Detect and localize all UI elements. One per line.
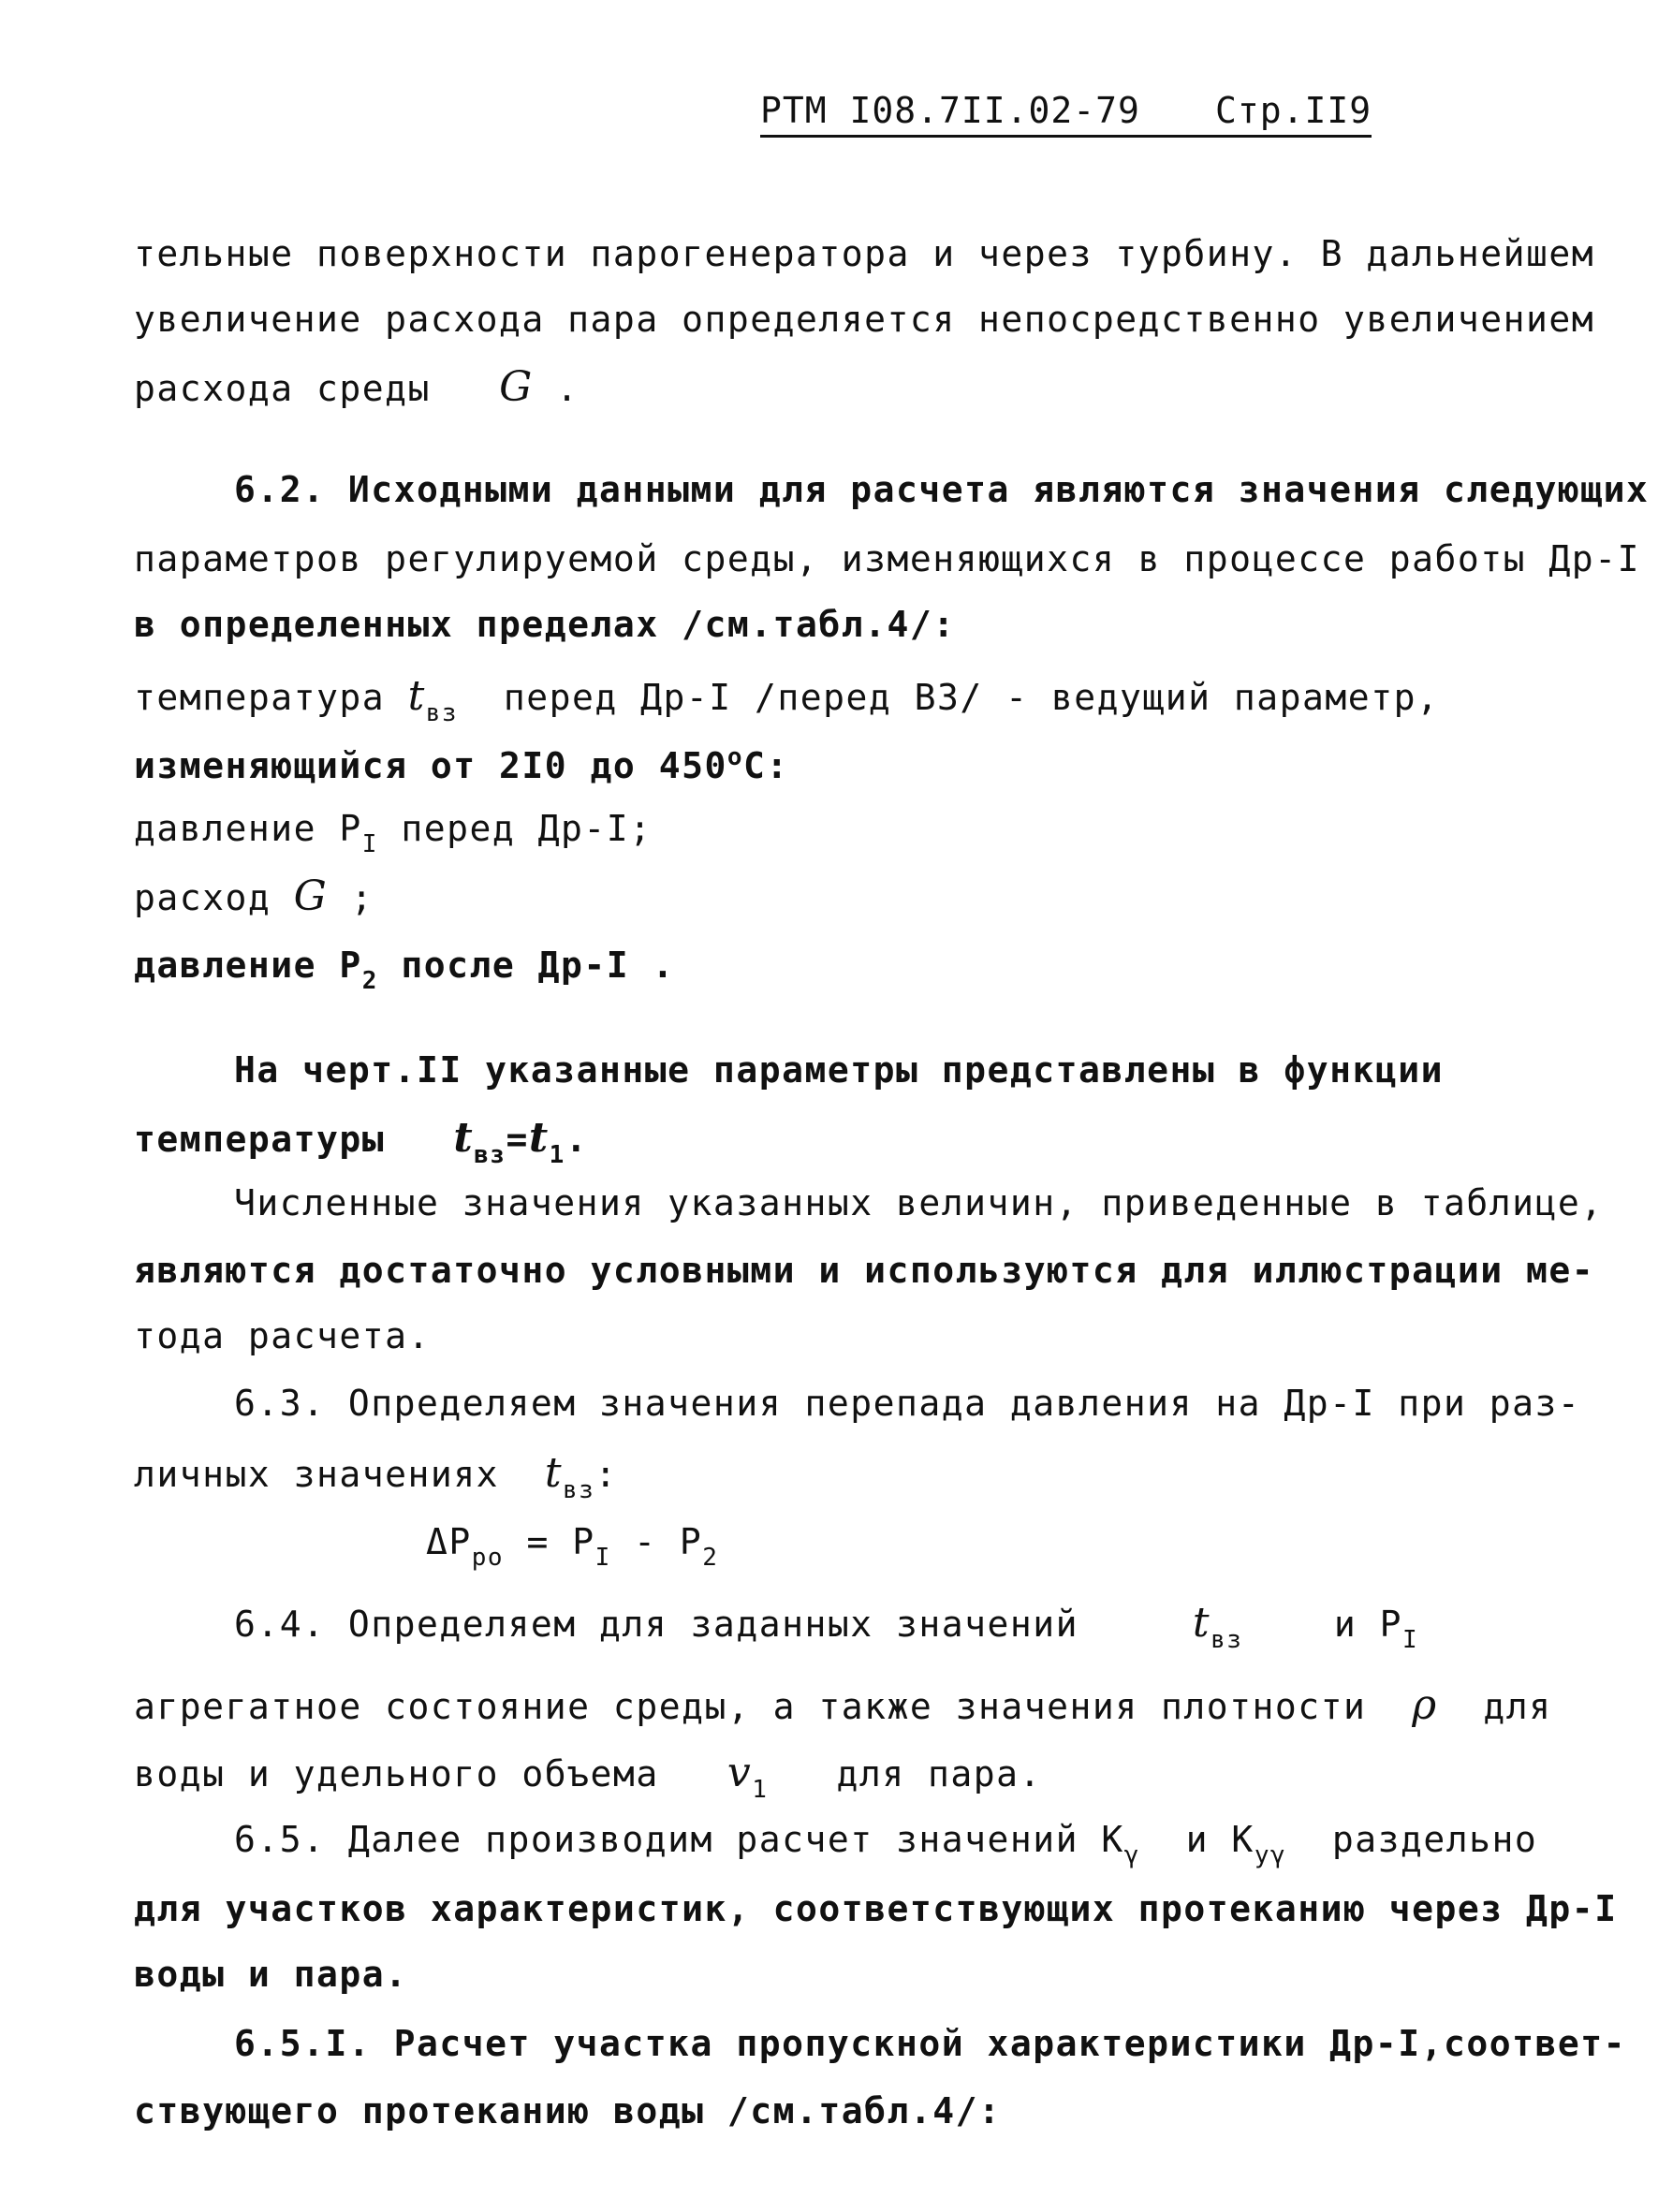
symbol-t: t [453, 1114, 475, 1162]
symbol-g: G [293, 872, 329, 920]
symbol-t: t [407, 672, 426, 720]
symbol-v: v [726, 1749, 753, 1796]
text-line: Численные значения указанных величин, приведенные в таблице, [234, 1182, 1604, 1223]
text-line: 6.2. Исходными данными для расчета являются значения следующих [234, 469, 1650, 510]
text-line: расхода среды G . [134, 363, 580, 411]
text-line: давление $P_I$ перед Др-I; [134, 808, 653, 858]
text-line: изменяющийся от 2I0 до $450^оС$: [134, 743, 789, 786]
symbol-t: t [544, 1449, 563, 1497]
text-line: температуры $t_{вз}=t_1$. [134, 1114, 589, 1169]
text-line: давление $P_2$ после Др-I . [134, 945, 675, 995]
text-line: температура $t_{вз}$ перед Др-I /перед ВЗ/ - ведущий параметр, [134, 672, 1440, 727]
page-header [760, 90, 1372, 138]
pressure-drop-formula: $\Delta P_{po} = P_I - P_2$ [426, 1521, 719, 1572]
text-line: воды и удельного объема $v_1$ для пара. [134, 1749, 1042, 1804]
text-line: На черт.II указанные параметры представлены в функции [234, 1049, 1445, 1091]
text-line: в определенных пределах /см.табл.4/: [134, 604, 956, 645]
text-line: агрегатное состояние среды, а также значения плотности ρ для [134, 1681, 1552, 1729]
text-line: для участков характеристик, соответствующих протеканию через Др-I [134, 1888, 1618, 1929]
text-line: расход G ; [134, 872, 374, 920]
text-line: 6.4. Определяем для заданных значений $t_{вз}$ и $P_I$ [234, 1599, 1419, 1654]
text-line: 6.5. Далее производим расчет значений $K_\gamma$ и $K_{у\gamma}$ раздельно [234, 1819, 1538, 1869]
text-line: ствующего протеканию воды /см.табл.4/: [134, 2090, 1002, 2131]
text-line: личных значениях $t_{вз}$: [134, 1449, 618, 1504]
text-line: воды и пара. [134, 1954, 408, 1995]
text-line: 6.5.I. Расчет участка пропускной характеристики Др-I,соответ- [234, 2023, 1627, 2064]
symbol-t: t [528, 1114, 550, 1162]
symbol-rho: ρ [1412, 1681, 1438, 1729]
text-line: параметров регулируемой среды, изменяющихся в процессе работы Др-I [134, 538, 1640, 579]
text-line: тельные поверхности парогенератора и через турбину. В дальнейшем [134, 233, 1595, 274]
page-number: Стр.II9 [1214, 90, 1372, 131]
text-line: 6.3. Определяем значения перепада давления на Др-I при раз- [234, 1383, 1581, 1424]
text-line: являются достаточно условными и используются для иллюстрации ме- [134, 1250, 1595, 1291]
document-code: РТМ I08.7II.02-79 [760, 90, 1140, 131]
symbol-g: G [499, 363, 534, 411]
symbol-t: t [1192, 1599, 1211, 1647]
text-line: тода расчета. [134, 1315, 431, 1356]
text-line: увеличение расхода пара определяется непосредственно увеличением [134, 299, 1595, 340]
